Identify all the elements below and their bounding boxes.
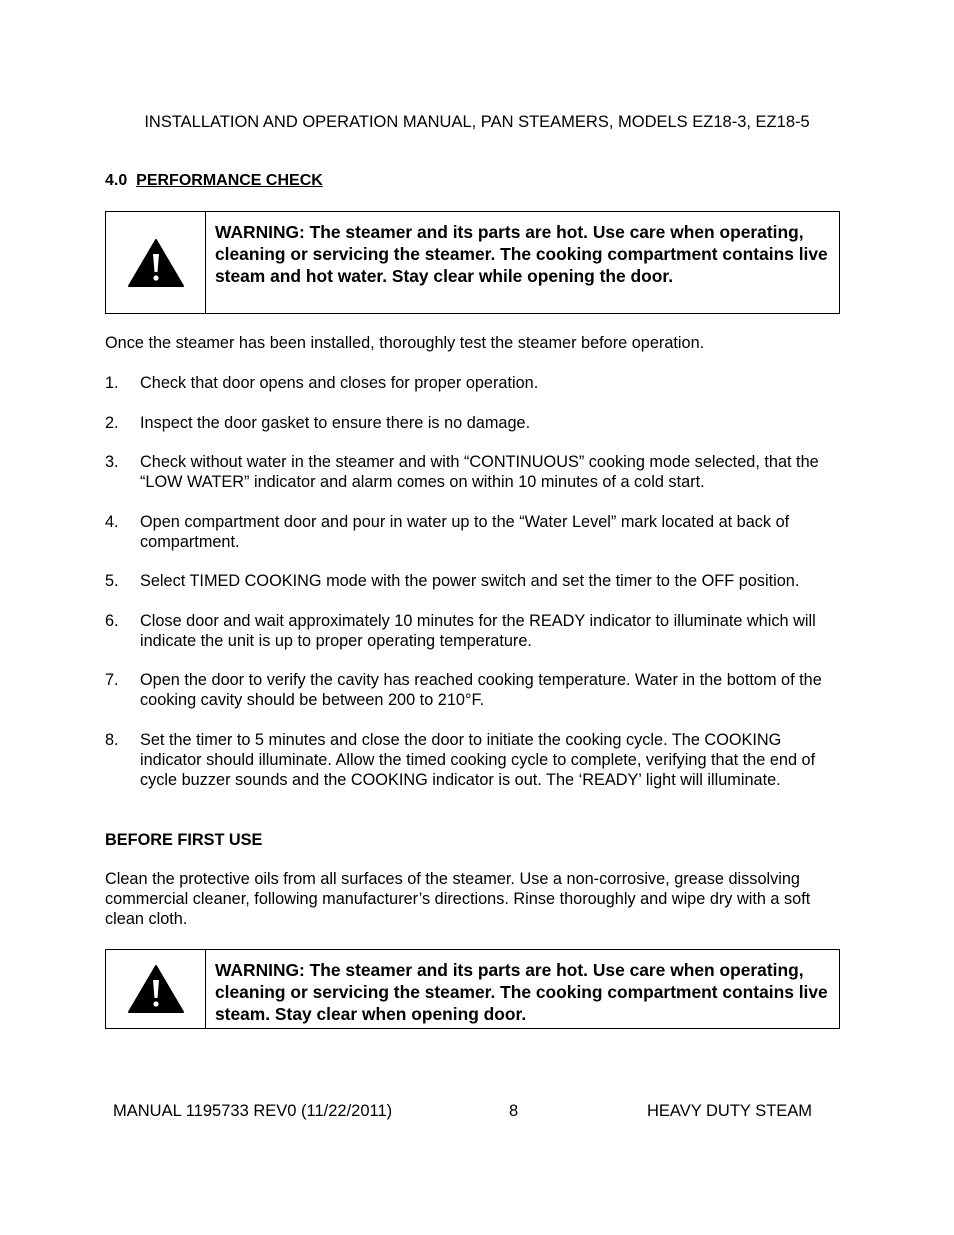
before-first-use-paragraph: Clean the protective oils from all surfaces of the steamer. Use a non-corrosive, grease dissolving commercial cleaner, following manufacturer’s directions. Rinse thoroughly and wipe dry with a soft clean cloth. — [105, 870, 811, 928]
list-item — [105, 512, 845, 552]
list-item — [105, 373, 845, 393]
step-number: 3. — [105, 453, 119, 471]
footer-page-number: 8 — [509, 1102, 519, 1120]
step-number: 8. — [105, 731, 119, 749]
section-title: PERFORMANCE CHECK — [136, 172, 323, 189]
step-number: 4. — [105, 513, 119, 531]
section-number: 4.0 — [105, 172, 128, 189]
step-number: 6. — [105, 612, 119, 630]
step-text: Select TIMED COOKING mode with the power switch and set the timer to the OFF position. — [140, 572, 800, 590]
step-number: 7. — [105, 671, 119, 689]
page-header: INSTALLATION AND OPERATION MANUAL, PAN STEAMERS, MODELS EZ18-3, EZ18-5 — [144, 113, 810, 131]
section-heading — [105, 171, 323, 191]
warning-box-1 — [105, 211, 840, 314]
warning-icon-cell — [106, 950, 206, 1028]
step-text: Inspect the door gasket to ensure there is no damage. — [140, 414, 531, 432]
step-number: 5. — [105, 572, 119, 590]
step-number: 1. — [105, 374, 119, 392]
step-text: Open the door to verify the cavity has reached cooking temperature. Water in the bottom of the cooking cavity should be between 200 to 210°F. — [140, 671, 822, 709]
warning-text-2: WARNING: The steamer and its parts are hot. Use care when operating, cleaning or servicing the steamer. The cooking compartment contains live steam. Stay clear when opening door. — [215, 960, 828, 1024]
footer-brand: HEAVY DUTY STEAM — [647, 1102, 813, 1120]
list-item — [105, 413, 845, 433]
footer-manual-number: MANUAL 1195733 REV0 (11/22/2011) — [113, 1102, 393, 1120]
list-item — [105, 670, 845, 710]
list-item — [105, 571, 845, 591]
step-text: Check without water in the steamer and with “CONTINUOUS” cooking mode selected, that the “LOW WATER” indicator and alarm comes on within 10 minutes of a cold start. — [140, 453, 819, 491]
step-text: Check that door opens and closes for proper operation. — [140, 374, 539, 392]
step-text: Close door and wait approximately 10 minutes for the READY indicator to illuminate which will indicate the unit is up to proper operating temperature. — [140, 612, 816, 650]
list-item — [105, 730, 845, 790]
before-first-use-heading: BEFORE FIRST USE — [105, 831, 263, 849]
list-item — [105, 611, 845, 651]
step-text: Open compartment door and pour in water up to the “Water Level” mark located at back of compartment. — [140, 513, 790, 551]
list-item — [105, 452, 845, 492]
intro-paragraph: Once the steamer has been installed, thoroughly test the steamer before operation. — [105, 334, 705, 352]
warning-icon-cell — [106, 212, 206, 313]
warning-text-1: WARNING: The steamer and its parts are hot. Use care when operating, cleaning or servicing the steamer. The cooking compartment contains live steam and hot water. Stay clear while opening the door. — [215, 222, 828, 286]
step-number: 2. — [105, 414, 119, 432]
step-text: Set the timer to 5 minutes and close the door to initiate the cooking cycle. The COOKING indicator should illuminate. Allow the timed cooking cycle to complete, verifying that the end of cycle buzzer sounds and the COOKING indicator is out. The ‘READY’ light will illuminate. — [140, 731, 816, 789]
warning-box-2 — [105, 949, 840, 1029]
warning-triangle-icon — [127, 238, 185, 288]
warning-triangle-icon — [127, 964, 185, 1014]
